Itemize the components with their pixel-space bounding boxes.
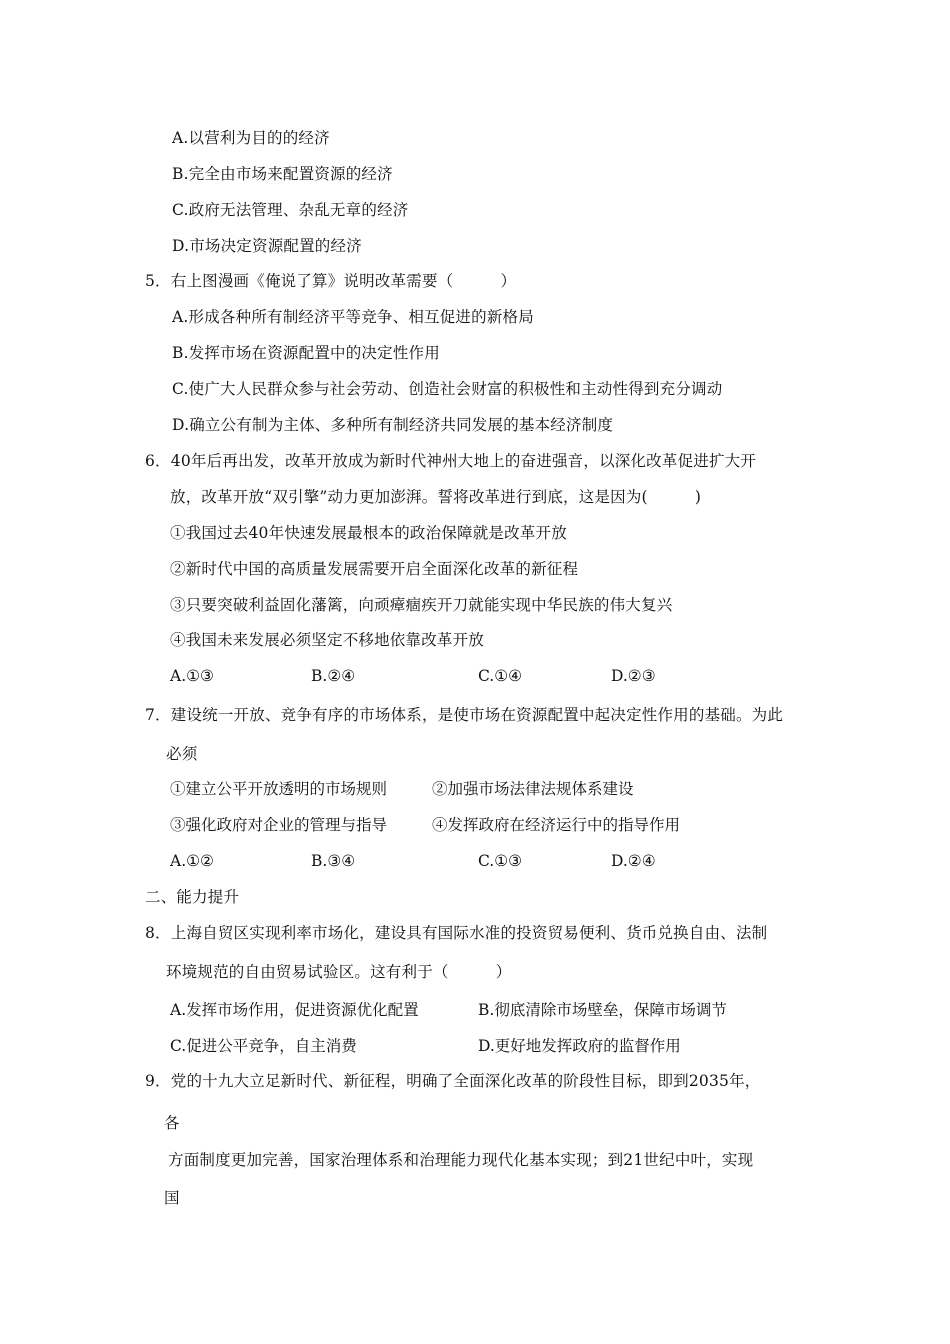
- q8-choice-c: C.促进公平竞争，自主消费: [170, 1037, 357, 1055]
- q7-choice-a: A.①②: [170, 852, 214, 870]
- q9-line2: 各: [164, 1114, 180, 1132]
- q6-choice-b: B.②④: [311, 667, 356, 685]
- q8-stem-line1: 8．上海自贸区实现利率市场化，建设具有国际水准的投资贸易便利、货币兑换自由、法制: [145, 924, 768, 942]
- q7-item-3: ③强化政府对企业的管理与指导: [170, 816, 388, 834]
- q7-item-4: ④发挥政府在经济运行中的指导作用: [432, 816, 681, 834]
- q5-stem: 5．右上图漫画《俺说了算》说明改革需要（ ）: [145, 272, 517, 290]
- q6-choice-c: C.①④: [478, 667, 523, 685]
- q6-stem-line1: 6．40年后再出发，改革开放成为新时代神州大地上的奋进强音，以深化改革促进扩大开: [145, 452, 757, 470]
- q5-option-b: B.发挥市场在资源配置中的决定性作用: [172, 344, 440, 362]
- q7-choice-d: D.②④: [611, 852, 656, 870]
- q6-choice-a: A.①③: [170, 667, 214, 685]
- q8-stem-line2: 环境规范的自由贸易试验区。这有利于（ ）: [166, 963, 512, 981]
- q6-stem-line2: 放，改革开放“双引擎”动力更加澎湃。誓将改革进行到底，这是因为( ): [170, 488, 702, 506]
- q5-option-c: C.使广大人民群众参与社会劳动、创造社会财富的积极性和主动性得到充分调动: [172, 380, 723, 398]
- q6-item-3: ③只要突破利益固化藩篱，向顽瘴痼疾开刀就能实现中华民族的伟大复兴: [170, 596, 673, 614]
- q7-choice-c: C.①③: [478, 852, 523, 870]
- q4-option-b: B.完全由市场来配置资源的经济: [172, 165, 393, 183]
- q9-line3: 方面制度更加完善，国家治理体系和治理能力现代化基本实现；到21世纪中叶，实现: [168, 1151, 754, 1169]
- q8-choice-d: D.更好地发挥政府的监督作用: [478, 1037, 681, 1055]
- q7-item-1: ①建立公平开放透明的市场规则: [170, 780, 388, 798]
- q5-option-d: D.确立公有制为主体、多种所有制经济共同发展的基本经济制度: [172, 416, 614, 434]
- q6-item-1: ①我国过去40年快速发展最根本的政治保障就是改革开放: [170, 524, 567, 542]
- q7-stem-line1: 7．建设统一开放、竞争有序的市场体系，是使市场在资源配置中起决定性作用的基础。为此: [145, 706, 784, 724]
- q4-option-d: D.市场决定资源配置的经济: [172, 237, 362, 255]
- q5-option-a: A.形成各种所有制经济平等竞争、相互促进的新格局: [172, 308, 534, 326]
- q9-line1: 9．党的十九大立足新时代、新征程，明确了全面深化改革的阶段性目标，即到2035年，: [145, 1072, 761, 1090]
- q8-choice-a: A.发挥市场作用，促进资源优化配置: [170, 1001, 419, 1019]
- q6-choice-d: D.②③: [611, 667, 656, 685]
- q7-item-2: ②加强市场法律法规体系建设: [432, 780, 634, 798]
- q6-item-4: ④我国未来发展必须坚定不移地依靠改革开放: [170, 631, 485, 649]
- q4-option-c: C.政府无法管理、杂乱无章的经济: [172, 201, 409, 219]
- q7-stem-line2: 必须: [166, 745, 198, 763]
- q9-line4: 国: [164, 1189, 180, 1207]
- q7-choice-b: B.③④: [311, 852, 356, 870]
- q8-choice-b: B.彻底清除市场壁垒，保障市场调节: [478, 1001, 727, 1019]
- q4-option-a: A.以营利为目的的经济: [172, 129, 330, 147]
- section-title: 二、能力提升: [145, 888, 240, 906]
- q6-item-2: ②新时代中国的高质量发展需要开启全面深化改革的新征程: [170, 560, 579, 578]
